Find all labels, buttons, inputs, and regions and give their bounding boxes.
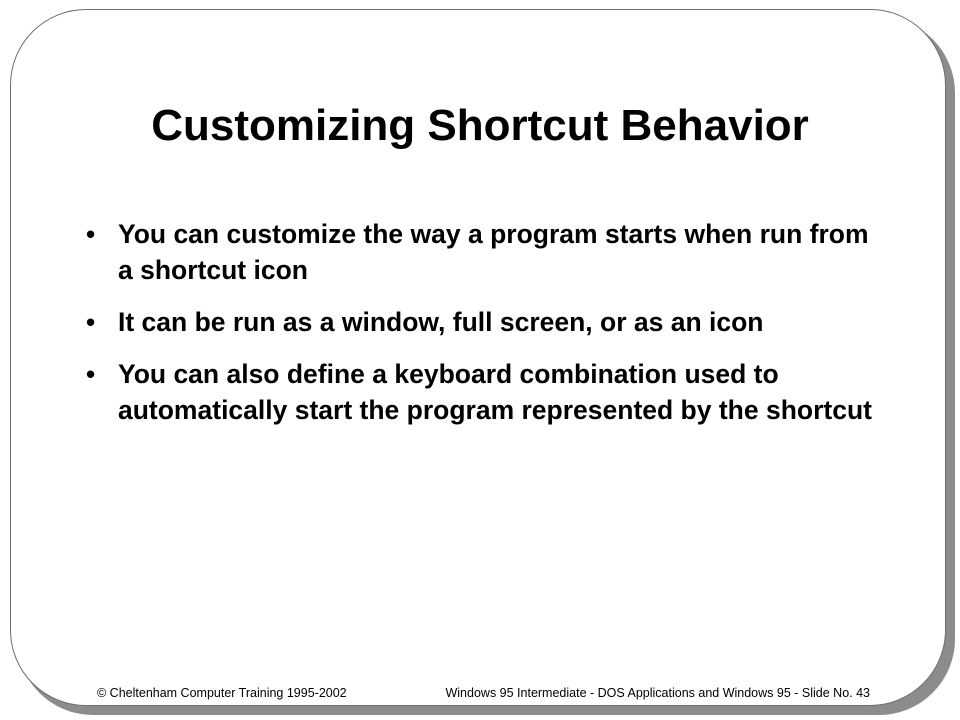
footer-slide-info: Windows 95 Intermediate - DOS Applications and Windows 95 - Slide No. 43 (445, 686, 870, 700)
bullet-item (86, 304, 886, 340)
bullet-dot-icon: • (86, 307, 96, 337)
slide-title: Customizing Shortcut Behavior (151, 101, 809, 150)
bullet-list (86, 216, 886, 444)
bullet-text: You can customize the way a program starts when run from a shortcut icon (118, 219, 869, 285)
bullet-item (86, 356, 886, 428)
bullet-text: It can be run as a window, full screen, or as an icon (118, 307, 764, 337)
bullet-text: You can also define a keyboard combination used to automatically start the program represented by the shortcut (118, 359, 872, 425)
footer-copyright: © Cheltenham Computer Training 1995-2002 (97, 686, 347, 700)
bullet-item (86, 216, 886, 288)
bullet-dot-icon: • (86, 219, 96, 249)
bullet-dot-icon: • (86, 359, 96, 389)
